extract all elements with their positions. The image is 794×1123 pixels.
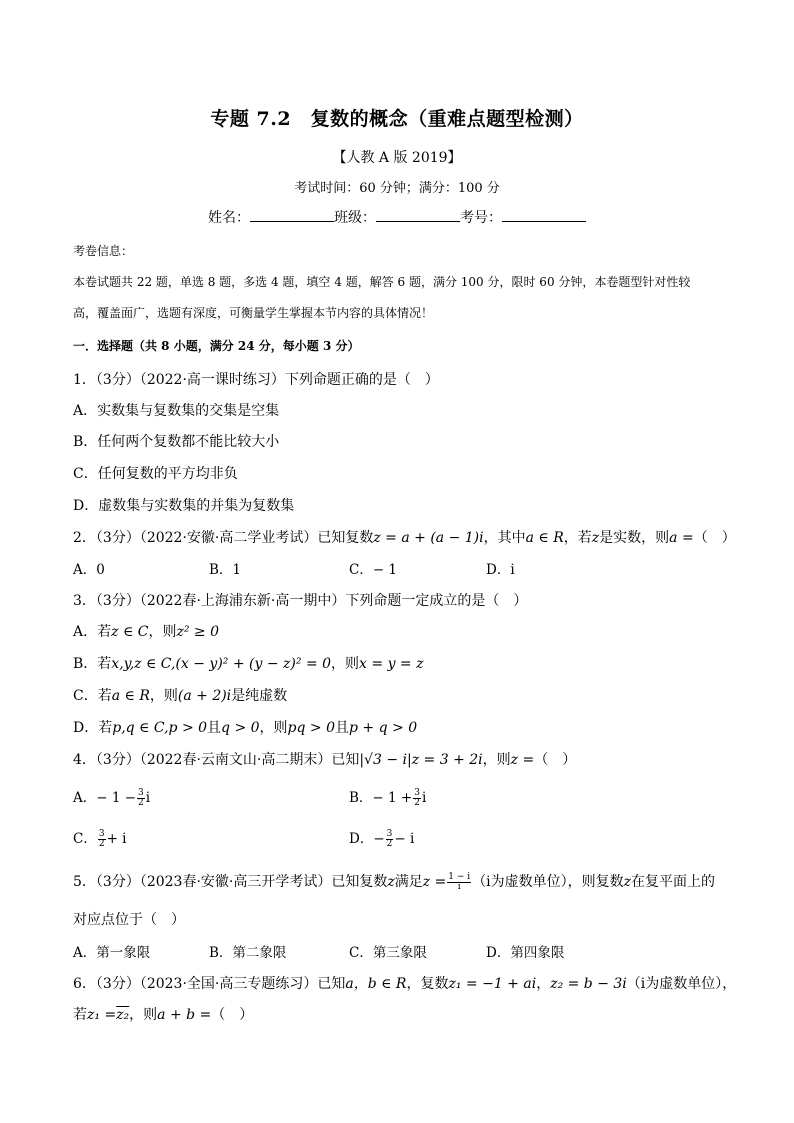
question-5-stem: 5．（3分）（2023春·安徽·高三开学考试）已知复数z满足z = $\frac{1 - i}{i}$ （i为虚数单位），则复数z在复平面上的 xyxy=(73,871,716,892)
question-4-stem: 4．（3分）（2022春·云南文山·高二期末）已知|√3 − i|z = 3 + 2i，则z =（ ） xyxy=(73,752,577,768)
name-blank[interactable] xyxy=(250,209,334,222)
info-line-1: 本卷试题共 22 题，单选 8 题，多选 4 题，填空 4 题，解答 6 题，满分 100 分，限时 60 分钟，本卷题型针对性较 xyxy=(73,275,691,289)
exam-time: 考试时间：60 分钟；满分：100 分 xyxy=(294,181,500,196)
question-1-option-a: A．实数集与复数集的交集是空集 xyxy=(73,403,280,419)
info-line-2: 高，覆盖面广，选题有深度，可衡量学生掌握本节内容的具体情况！ xyxy=(73,306,434,320)
question-3-stem: 3．（3分）（2022春·上海浦东新·高一期中）下列命题一定成立的是（ ） xyxy=(73,593,528,609)
question-2-expression: z = a + (a − 1)i xyxy=(373,530,484,546)
section-heading: 一．选择题（共 8 小题，满分 24 分，每小题 3 分） xyxy=(73,339,360,353)
question-3-option-d: D．若p,q ∈ C,p > 0且q > 0，则pq > 0且p + q > 0 xyxy=(73,720,418,736)
question-5-option-d: D．第四象限 xyxy=(486,945,565,961)
question-3-option-c: C．若a ∈ R，则(a + 2)i是纯虚数 xyxy=(73,688,288,704)
page-title: 专题 7.2 复数的概念（重难点题型检测） xyxy=(210,108,584,130)
question-1-option-d: D．虚数集与实数集的并集为复数集 xyxy=(73,498,295,514)
question-2-option-c: C．− 1 xyxy=(349,562,398,578)
question-1-option-c: C．任何复数的平方均非负 xyxy=(73,466,238,482)
student-info-fields xyxy=(0,207,794,227)
fraction: $\frac{3}{2}$ xyxy=(138,788,144,808)
question-4-option-d: D．− $\frac{3}{2}$ − i xyxy=(349,829,415,849)
question-1-stem: 1．（3分）（2022·高一课时练习）下列命题正确的是（ ） xyxy=(73,372,439,388)
question-2-option-d: D．i xyxy=(486,562,515,578)
question-4-option-a: A．− 1 − $\frac{3}{2}$ i xyxy=(73,788,151,808)
conjugate-z2: z₂ xyxy=(116,1007,130,1023)
question-5-option-a: A．第一象限 xyxy=(73,945,151,961)
question-2-option-b: B．1 xyxy=(209,562,242,578)
question-5-option-c: C．第三象限 xyxy=(349,945,427,961)
info-heading: 考卷信息： xyxy=(73,244,134,258)
fraction: $\frac{3}{2}$ xyxy=(386,829,393,849)
number-label: 考号： xyxy=(460,210,502,226)
question-2-stem: 2．（3分）（2022·安徽·高二学业考试）已知复数z = a + (a − 1)i，其中a ∈ R，若z是实数，则a =（ ） xyxy=(73,530,736,546)
question-4-expression: |√3 − i|z = 3 + 2i xyxy=(359,752,483,768)
question-4-option-c: C． $\frac{3}{2}$ + i xyxy=(73,829,127,849)
fraction: $\frac{3}{2}$ xyxy=(414,788,420,808)
question-3-option-a: A．若z ∈ C，则z² ≥ 0 xyxy=(73,624,220,640)
fraction: $\frac{3}{2}$ xyxy=(98,829,105,849)
question-5-option-b: B．第二象限 xyxy=(209,945,287,961)
question-5-stem-line-2: 对应点位于（ ） xyxy=(73,912,185,928)
class-blank[interactable] xyxy=(376,209,460,222)
question-4-option-b: B．− 1 + $\frac{3}{2}$ i xyxy=(349,788,427,808)
question-3-option-b: B．若x,y,z ∈ C,(x − y)² + (y − z)² = 0，则x = y = z xyxy=(73,656,424,672)
class-label: 班级： xyxy=(334,210,376,226)
question-6-stem: 6．（3分）（2023·全国·高三专题练习）已知a，b ∈ R，复数z₁ = −1 + ai，z₂ = b − 3i（i为虚数单位）， xyxy=(73,976,737,992)
edition-label: 【人教 A 版 2019】 xyxy=(332,150,462,166)
name-label: 姓名： xyxy=(208,210,250,226)
question-1-option-b: B．任何两个复数都不能比较大小 xyxy=(73,434,280,450)
question-2-option-a: A．0 xyxy=(73,562,105,578)
number-blank[interactable] xyxy=(502,209,586,222)
question-6-stem-line-2: 若z₁ =z₂，则a + b =（ ） xyxy=(73,1007,254,1023)
fraction: $\frac{1 - i}{i}$ xyxy=(448,871,471,892)
